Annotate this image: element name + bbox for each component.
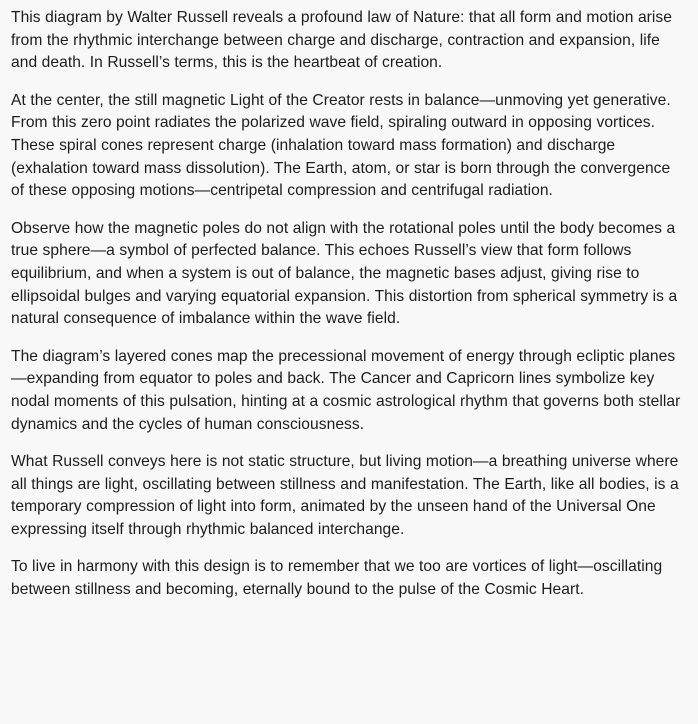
paragraph-6: To live in harmony with this design is to remember that we too are vortices of light—oscillating between stillness and becoming, eternally bound to the pulse of the Cosmic Heart.	[11, 558, 663, 599]
paragraph-5: What Russell conveys here is not static structure, but living motion—a breathing universe where all things are light, oscillating between stillness and manifestation. The Earth, like all bodies, is a temporary compression of light into form, animated by the unseen hand of the Universal One expressing itself through rhythmic balanced interchange.	[11, 453, 679, 538]
paragraph-1: This diagram by Walter Russell reveals a profound law of Nature: that all form and motion arise from the rhythmic interchange between charge and discharge, contraction and expansion, life and death. In Russell’s terms, this is the heartbeat of creation.	[11, 9, 672, 72]
paragraph-4: The diagram’s layered cones map the precessional movement of energy through ecliptic planes—expanding from equator to poles and back. The Cancer and Capricorn lines symbolize key nodal moments of this pulsation, hinting at a cosmic astrological rhythm that governs both stellar dynamics and the cycles of human consciousness.	[11, 347, 681, 433]
paragraph-3: Observe how the magnetic poles do not align with the rotational poles until the body becomes a true sphere—a symbol of perfected balance. This echoes Russell’s view that form follows equilibrium, and when a system is out of balance, the magnetic bases adjust, giving rise to ellipsoidal bulges and varying equatorial expansion. This distortion from spherical symmetry is a natural consequence of imbalance within the wave field.	[11, 219, 678, 328]
paragraph-2: At the center, the still magnetic Light of the Creator rests in balance—unmoving yet generative. From this zero point radiates the polarized wave field, spiraling outward in opposing vortices. These spiral cones represent charge (inhalation toward mass formation) and discharge (exhalation toward mass dissolution). The Earth, atom, or star is born through the convergence of these opposing motions—centripetal compression and centrifugal radiation.	[11, 91, 671, 200]
